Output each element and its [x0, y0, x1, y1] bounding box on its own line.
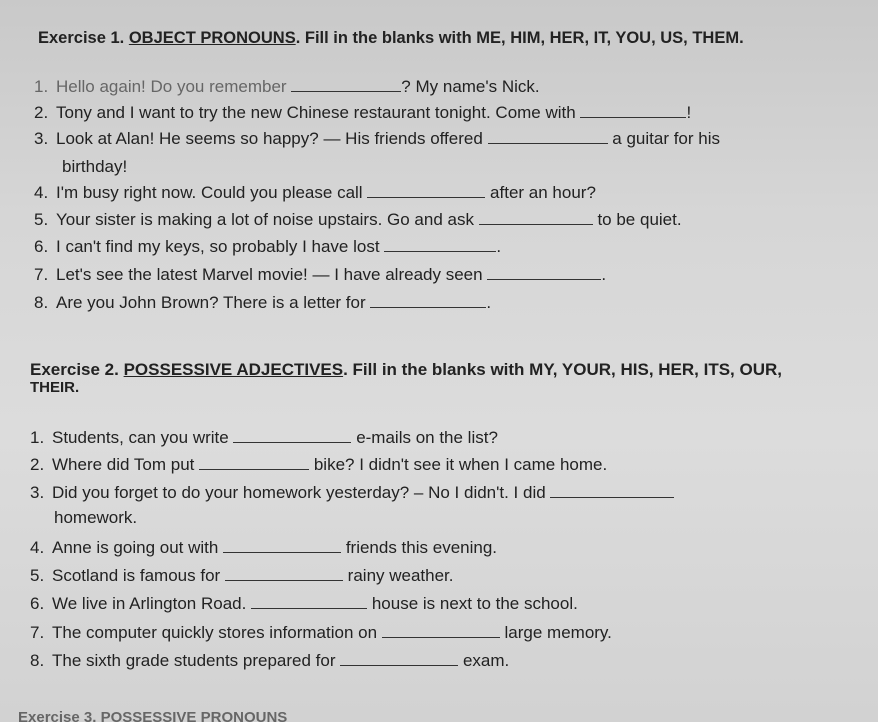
answer-blank[interactable] [340, 651, 458, 666]
ex2-item-3-cont: homework. [54, 508, 138, 527]
answer-blank[interactable] [233, 428, 351, 443]
exercise2-topic: POSSESSIVE ADJECTIVES [123, 360, 344, 379]
item-text: We live in Arlington Road. [52, 594, 247, 613]
item-text-end: ! [686, 103, 692, 122]
ex1-item-3-cont: birthday! [62, 157, 128, 176]
item-number: 7. [34, 265, 49, 284]
item-text-end: house is next to the school. [371, 594, 578, 613]
item-number: 5. [30, 566, 45, 585]
item-number: 2. [30, 455, 45, 474]
item-number: 4. [30, 538, 45, 557]
item-text: I'm busy right now. Could you please call [56, 183, 363, 202]
item-text-end: to be quiet. [597, 210, 682, 229]
answer-blank[interactable] [251, 594, 367, 609]
item-text-end: e-mails on the list? [356, 428, 498, 447]
ex2-item-6 [30, 594, 578, 614]
item-text-end: ? My name's Nick. [401, 77, 540, 96]
answer-blank[interactable] [225, 566, 343, 581]
item-text: The sixth grade students prepared for [52, 651, 336, 670]
ex2-item-8 [30, 651, 509, 671]
item-text: Hello again! Do you remember [56, 77, 287, 96]
answer-blank[interactable] [550, 483, 674, 498]
item-text: Did you forget to do your homework yesterday? – No I didn't. I did [52, 483, 546, 502]
item-number: 4. [34, 183, 49, 202]
item-text: Anne is going out with [52, 538, 219, 557]
ex1-item-7 [34, 265, 606, 285]
item-number: 8. [34, 293, 49, 312]
item-text: I can't find my keys, so probably I have lost [56, 237, 380, 256]
item-text-end: rainy weather. [347, 566, 454, 585]
ex2-item-7 [30, 623, 612, 643]
item-number: 3. [30, 483, 45, 502]
answer-blank[interactable] [223, 538, 341, 553]
ex1-item-6 [34, 237, 501, 257]
item-text-end: . [496, 237, 502, 256]
exercise1-label: Exercise 1. [38, 29, 125, 47]
ex2-item-4 [30, 538, 497, 558]
item-number: 1. [30, 428, 45, 447]
ex1-item-5 [34, 210, 682, 230]
item-text-end: exam. [462, 651, 510, 670]
answer-blank[interactable] [488, 129, 608, 144]
item-text-end: friends this evening. [345, 538, 498, 557]
ex1-item-3 [34, 129, 720, 149]
item-text-end: large memory. [504, 623, 612, 642]
answer-blank[interactable] [580, 103, 686, 118]
item-text-end: bike? I didn't see it when I came home. [313, 455, 608, 474]
answer-blank[interactable] [367, 183, 485, 198]
ex1-item-2 [34, 103, 691, 123]
answer-blank[interactable] [199, 455, 309, 470]
ex1-item-4 [34, 183, 596, 203]
ex2-item-3 [30, 483, 674, 503]
answer-blank[interactable] [370, 293, 486, 308]
exercise1-heading [38, 28, 744, 48]
answer-blank[interactable] [291, 77, 401, 92]
exercise2-instruction-cont: THEIR. [30, 379, 80, 396]
item-text: The computer quickly stores information on [52, 623, 378, 642]
item-number: 5. [34, 210, 49, 229]
answer-blank[interactable] [384, 237, 496, 252]
item-number: 1. [34, 77, 49, 96]
item-number: 3. [34, 129, 49, 148]
ex2-item-5 [30, 566, 454, 586]
exercise1-topic: OBJECT PRONOUNS [128, 29, 296, 47]
item-number: 2. [34, 103, 49, 122]
answer-blank[interactable] [382, 623, 500, 638]
ex2-item-1 [30, 428, 498, 448]
exercise3-heading-partial: Exercise 3. POSSESSIVE PRONOUNS [18, 709, 288, 722]
item-text-end: . [486, 293, 492, 312]
exercise2-label: Exercise 2. [30, 360, 119, 379]
exercise2-heading [30, 360, 782, 380]
item-text-end: after an hour? [490, 183, 596, 202]
item-number: 6. [34, 237, 49, 256]
item-text-end: . [601, 265, 607, 284]
item-text: Tony and I want to try the new Chinese restaurant tonight. Come with [56, 103, 576, 122]
ex1-item-1 [34, 77, 540, 97]
item-text: Students, can you write [52, 428, 229, 447]
item-text: Scotland is famous for [52, 566, 221, 585]
answer-blank[interactable] [487, 265, 601, 280]
item-text: Your sister is making a lot of noise upstairs. Go and ask [56, 210, 474, 229]
item-text: Are you John Brown? There is a letter for [56, 293, 366, 312]
item-text: Where did Tom put [52, 455, 195, 474]
item-text: Let's see the latest Marvel movie! — I have already seen [56, 265, 483, 284]
item-text: Look at Alan! He seems so happy? — His friends offered [56, 129, 483, 148]
item-number: 6. [30, 594, 45, 613]
exercise1-instruction: . Fill in the blanks with ME, HIM, HER, IT, YOU, US, THEM. [295, 29, 744, 47]
answer-blank[interactable] [479, 210, 593, 225]
exercise2-instruction: . Fill in the blanks with MY, YOUR, HIS, HER, ITS, OUR, [343, 360, 782, 379]
ex2-item-2 [30, 455, 607, 475]
item-text-end: a guitar for his [612, 129, 721, 148]
ex1-item-8 [34, 293, 491, 313]
item-number: 8. [30, 651, 45, 670]
item-number: 7. [30, 623, 45, 642]
